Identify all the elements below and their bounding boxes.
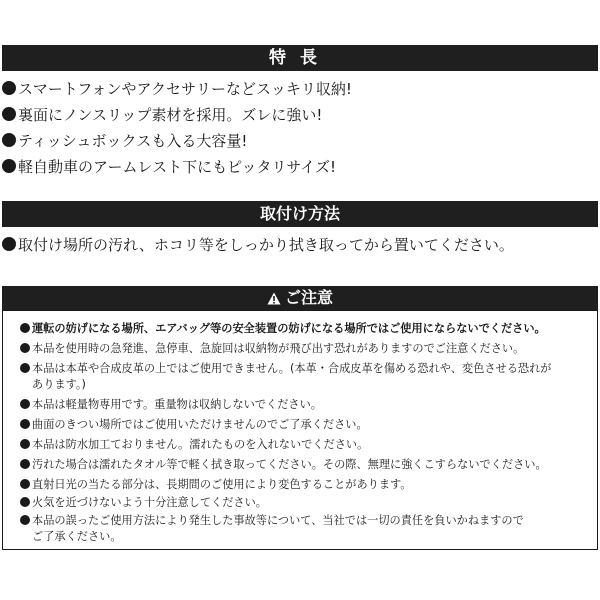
caution-item: 本品を使用時の急発進、急停車、急旋回は収納物が飛び出す恐れがありますのでご注意ください。	[20, 340, 524, 356]
bullet-icon	[2, 81, 16, 95]
caution-item: 直射日光の当たる部分は、長期間のご使用により変色することがあります。	[20, 476, 411, 492]
bullet-icon	[20, 459, 30, 469]
caution-box	[2, 310, 598, 550]
bullet-icon	[20, 419, 30, 429]
bullet-icon	[20, 399, 30, 409]
bullet-icon	[20, 515, 30, 525]
caution-item: 本品は軽量物専用です。重量物は収納しないでください。	[20, 396, 322, 412]
bullet-icon	[20, 363, 30, 373]
feature-item: 裏面にノンスリップ素材を採用。ズレに強い!	[2, 104, 322, 125]
caution-item-continued: あります。)	[32, 378, 86, 391]
caution-item: 汚れた場合は濡れたタオル等で軽く拭き取ってください。その際、無理に強くこすらないでください。	[20, 456, 547, 472]
warning-icon	[267, 292, 281, 305]
feature-item: 軽自動車のアームレスト下にもピッタリサイズ!	[2, 156, 336, 177]
install-header	[2, 201, 598, 227]
bullet-icon	[20, 497, 30, 507]
caution-item-continued: ご了承ください。	[32, 530, 122, 543]
feature-item: ティッシュボックスも入る大容量!	[2, 130, 247, 151]
caution-item: 本品の誤ったご使用方法により発生した事故等について、当社では一切の責任を負いかねますので	[20, 512, 524, 528]
bullet-icon	[2, 237, 16, 251]
bullet-icon	[20, 343, 30, 353]
bullet-icon	[2, 159, 16, 173]
caution-item: 曲面のきつい場所ではご使用いただけませんのでご了承ください。	[20, 416, 368, 432]
bullet-icon	[2, 133, 16, 147]
bullet-icon	[20, 323, 30, 333]
bullet-icon	[2, 107, 16, 121]
feature-item: スマートフォンやアクセサリーなどスッキリ収納!	[2, 78, 352, 99]
features-title: 特長	[269, 48, 331, 68]
install-item: 取付け場所の汚れ、ホコリ等をしっかり拭き取ってから置いてください。	[2, 234, 514, 255]
caution-title: ご注意	[284, 288, 333, 307]
caution-header	[2, 286, 598, 310]
caution-item: 本品は防水加工ておりません。濡れたものを入れないでください。	[20, 436, 368, 452]
caution-item: 本品は本革や合成皮革の上ではご使用できません。(本革・合成皮革を傷める恐れや、変色させる恐れが	[20, 360, 551, 376]
caution-item: 火気を近づけないよう十分注意してください。	[20, 494, 267, 510]
caution-item: 運転の妨げになる場所、エアバッグ等の安全装置の妨げになる場所ではご使用にならないでください。	[20, 320, 546, 336]
install-title: 取付け方法	[259, 204, 340, 223]
bullet-icon	[20, 439, 30, 449]
bullet-icon	[20, 479, 30, 489]
features-header	[2, 45, 598, 71]
